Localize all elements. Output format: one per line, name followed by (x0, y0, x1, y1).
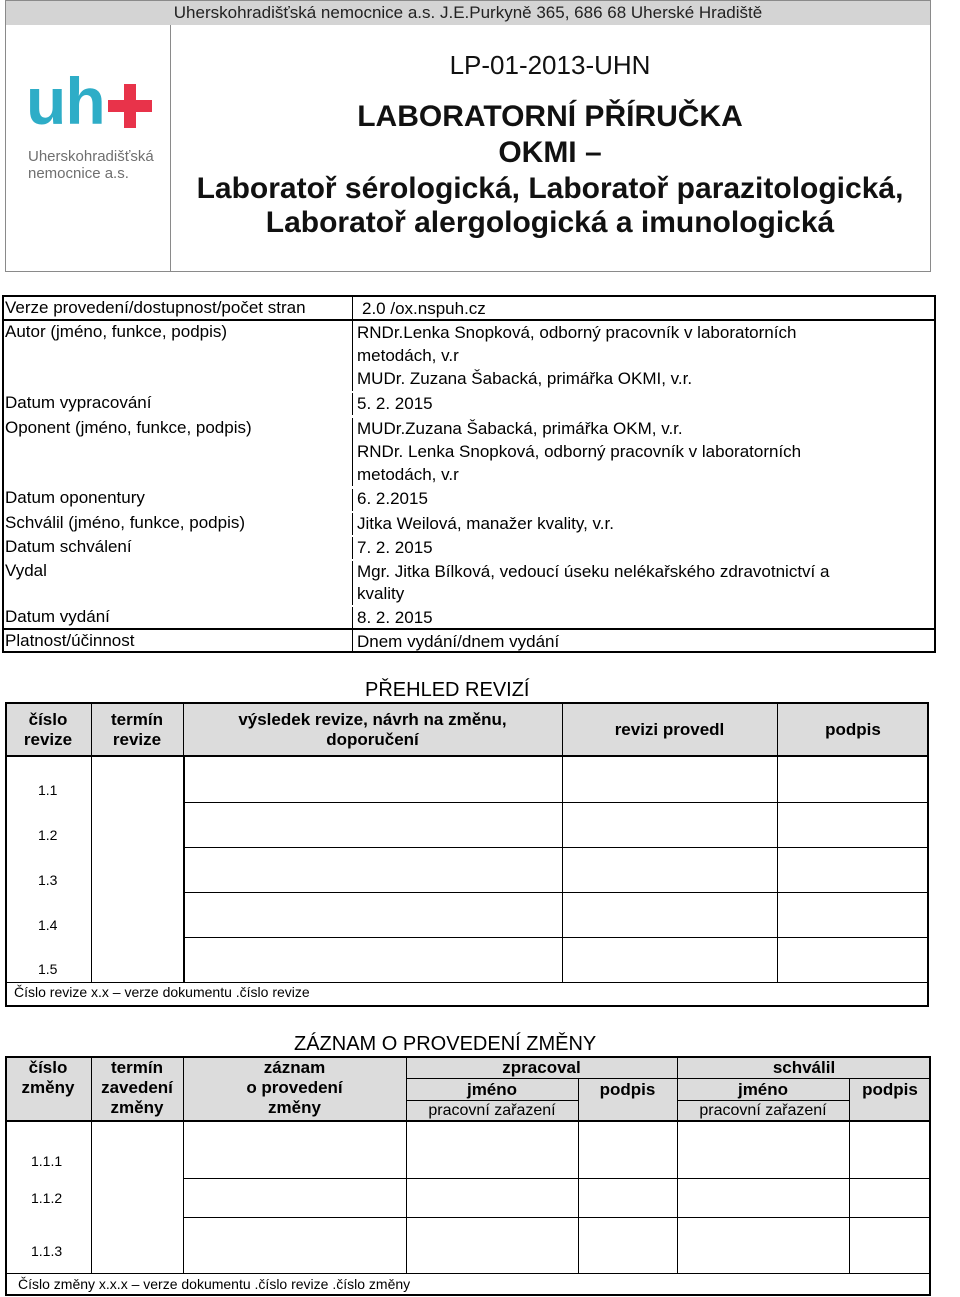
header-text: výsledek revize, návrh na změnu, (238, 710, 507, 729)
info-row-divider (2, 628, 936, 630)
changes-col-divider (91, 1122, 92, 1273)
revisions-header-provedl: revizi provedl (614, 720, 725, 739)
changes-subheader-line (406, 1100, 578, 1101)
changes-header-termin (91, 1058, 183, 1118)
header-text: doporučení (326, 730, 419, 749)
changes-col-divider (406, 1122, 407, 1273)
changes-header-pracovni: pracovní zařazení (428, 1102, 556, 1119)
info-value-border (352, 418, 353, 486)
info-value: MUDr.Zuzana Šabacká, primářka OKM, v.r. (357, 419, 683, 438)
changes-body (5, 1122, 931, 1296)
info-value-border (352, 393, 353, 415)
organization-address: Uherskohradišťská nemocnice a.s. J.E.Purkyně 365, 686 68 Uherské Hradiště (173, 3, 763, 22)
changes-header-zpracoval: zpracoval (502, 1058, 581, 1077)
info-label: Vydal (5, 561, 47, 580)
info-value: Jitka Weilová, manažer kvality, v.r. (357, 514, 614, 533)
document-info-table (2, 295, 936, 653)
info-value-border (352, 607, 353, 628)
header-text: termín (111, 710, 163, 729)
changes-header-podpis: podpis (599, 1080, 656, 1099)
info-value: 7. 2. 2015 (357, 538, 433, 557)
revisions-header-vysledek (183, 710, 562, 750)
info-label: Datum schválení (5, 537, 132, 556)
info-value-border (352, 321, 353, 391)
header-text: revize (112, 730, 162, 749)
info-value-border (352, 537, 353, 559)
header-text: záznam (263, 1058, 326, 1077)
revisions-row-line (183, 892, 929, 893)
changes-note: Číslo změny x.x.x – verze dokumentu .číslo revize .číslo změny (18, 1276, 411, 1292)
info-value: RNDr.Lenka Snopková, odborný pracovník v laboratorních (357, 323, 797, 342)
changes-row-line (183, 1178, 931, 1179)
info-value: metodách, v.r (357, 465, 459, 484)
changes-header-cislo (5, 1058, 91, 1098)
header-text: revize (23, 730, 73, 749)
info-value: Dnem vydání/dnem vydání (357, 632, 560, 651)
changes-col-divider (183, 1122, 184, 1273)
changes-header-pracovni-2: pracovní zařazení (699, 1102, 827, 1119)
document-title-line4: Laboratoř alergologická a imunologická (265, 206, 835, 239)
header-text: zavedení (101, 1078, 173, 1097)
changes-subheader-line (677, 1100, 849, 1101)
changes-row-line (183, 1217, 931, 1218)
revisions-col-divider (91, 757, 92, 983)
revisions-body (5, 757, 929, 1007)
changes-header-podpis-2: podpis (862, 1080, 918, 1099)
change-number: 1.1.3 (31, 1243, 63, 1259)
revision-number: 1.1 (38, 782, 58, 798)
info-value: 6. 2.2015 (357, 489, 428, 508)
logo-text-line1: Uherskohradišťská (28, 148, 154, 165)
document-title-line2: OKMI – (498, 136, 602, 169)
info-value: 5. 2. 2015 (357, 394, 433, 413)
hospital-logo-mark: uh (26, 64, 105, 138)
changes-header-jmeno: jméno (466, 1080, 518, 1099)
document-code: LP-01-2013-UHN (449, 50, 651, 80)
info-value-border (352, 561, 353, 605)
revisions-header-podpis: podpis (825, 720, 881, 739)
info-label: Datum vypracování (5, 393, 152, 412)
info-value-border (352, 513, 353, 535)
revisions-row-line (5, 982, 929, 983)
header-text: změny (268, 1098, 321, 1117)
info-label: Verze provedení/dostupnost/počet stran (5, 298, 306, 317)
changes-row-line (5, 1273, 931, 1274)
info-value: MUDr. Zuzana Šabacká, primářka OKMI, v.r. (357, 369, 693, 388)
changes-col-divider (578, 1122, 579, 1273)
revisions-title: PŘEHLED REVIZÍ (365, 679, 530, 701)
info-value: 8. 2. 2015 (357, 608, 433, 627)
revisions-header-cislo (5, 710, 91, 750)
revisions-row-line (183, 802, 929, 803)
header-text: číslo (28, 1058, 68, 1077)
revision-number: 1.5 (38, 961, 58, 977)
info-label: Platnost/účinnost (5, 631, 135, 650)
info-value: metodách, v.r (357, 346, 459, 365)
header-text: číslo (28, 710, 68, 729)
revisions-row-line (183, 937, 929, 938)
info-label: Oponent (jméno, funkce, podpis) (5, 418, 252, 437)
info-value-border (352, 489, 353, 511)
changes-title: ZÁZNAM O PROVEDENÍ ZMĚNY (294, 1033, 597, 1055)
revisions-col-divider (183, 757, 185, 983)
info-value: 2.0 /ox.nspuh.cz (362, 299, 486, 318)
header-text: změny (21, 1078, 75, 1097)
info-label: Schválil (jméno, funkce, podpis) (5, 513, 246, 532)
info-label: Datum oponentury (5, 488, 145, 507)
revision-number: 1.3 (38, 872, 58, 888)
info-label: Datum vydání (5, 607, 110, 626)
revisions-header-termin (91, 710, 183, 750)
logo-plus-icon-bar (108, 100, 152, 112)
changes-subheader-line (406, 1078, 931, 1079)
revision-number: 1.2 (38, 827, 58, 843)
info-value-border (352, 630, 353, 651)
change-number: 1.1.1 (31, 1153, 63, 1169)
info-value: RNDr. Lenka Snopková, odborný pracovník v laboratorních (357, 442, 802, 461)
info-value: kvality (357, 584, 405, 603)
document-title-line3: Laboratoř sérologická, Laboratoř parazitologická, (196, 172, 904, 205)
header-text: termín (111, 1058, 163, 1077)
changes-col-divider (849, 1122, 850, 1273)
header-text: změny (110, 1098, 164, 1117)
info-column-divider (352, 297, 353, 319)
revisions-note: Číslo revize x.x – verze dokumentu .číslo revize (14, 984, 310, 1000)
logo-text-line2: nemocnice a.s. (28, 165, 129, 182)
revision-number: 1.4 (38, 917, 58, 933)
revisions-row-line (183, 847, 929, 848)
header-text: o provedení (246, 1078, 343, 1097)
info-label: Autor (jméno, funkce, podpis) (5, 322, 228, 341)
info-value: Mgr. Jitka Bílková, vedoucí úseku nelékařského zdravotnictví a (357, 562, 830, 581)
revisions-col-divider (562, 757, 563, 983)
changes-header-zaznam (183, 1058, 406, 1118)
changes-header-jmeno-2: jméno (737, 1080, 789, 1099)
change-number: 1.1.2 (31, 1190, 63, 1206)
document-title-line1: LABORATORNÍ PŘÍRUČKA (357, 100, 743, 133)
changes-header-schvalil: schválil (772, 1058, 836, 1077)
revisions-col-divider (777, 757, 778, 983)
changes-col-divider (677, 1122, 678, 1273)
